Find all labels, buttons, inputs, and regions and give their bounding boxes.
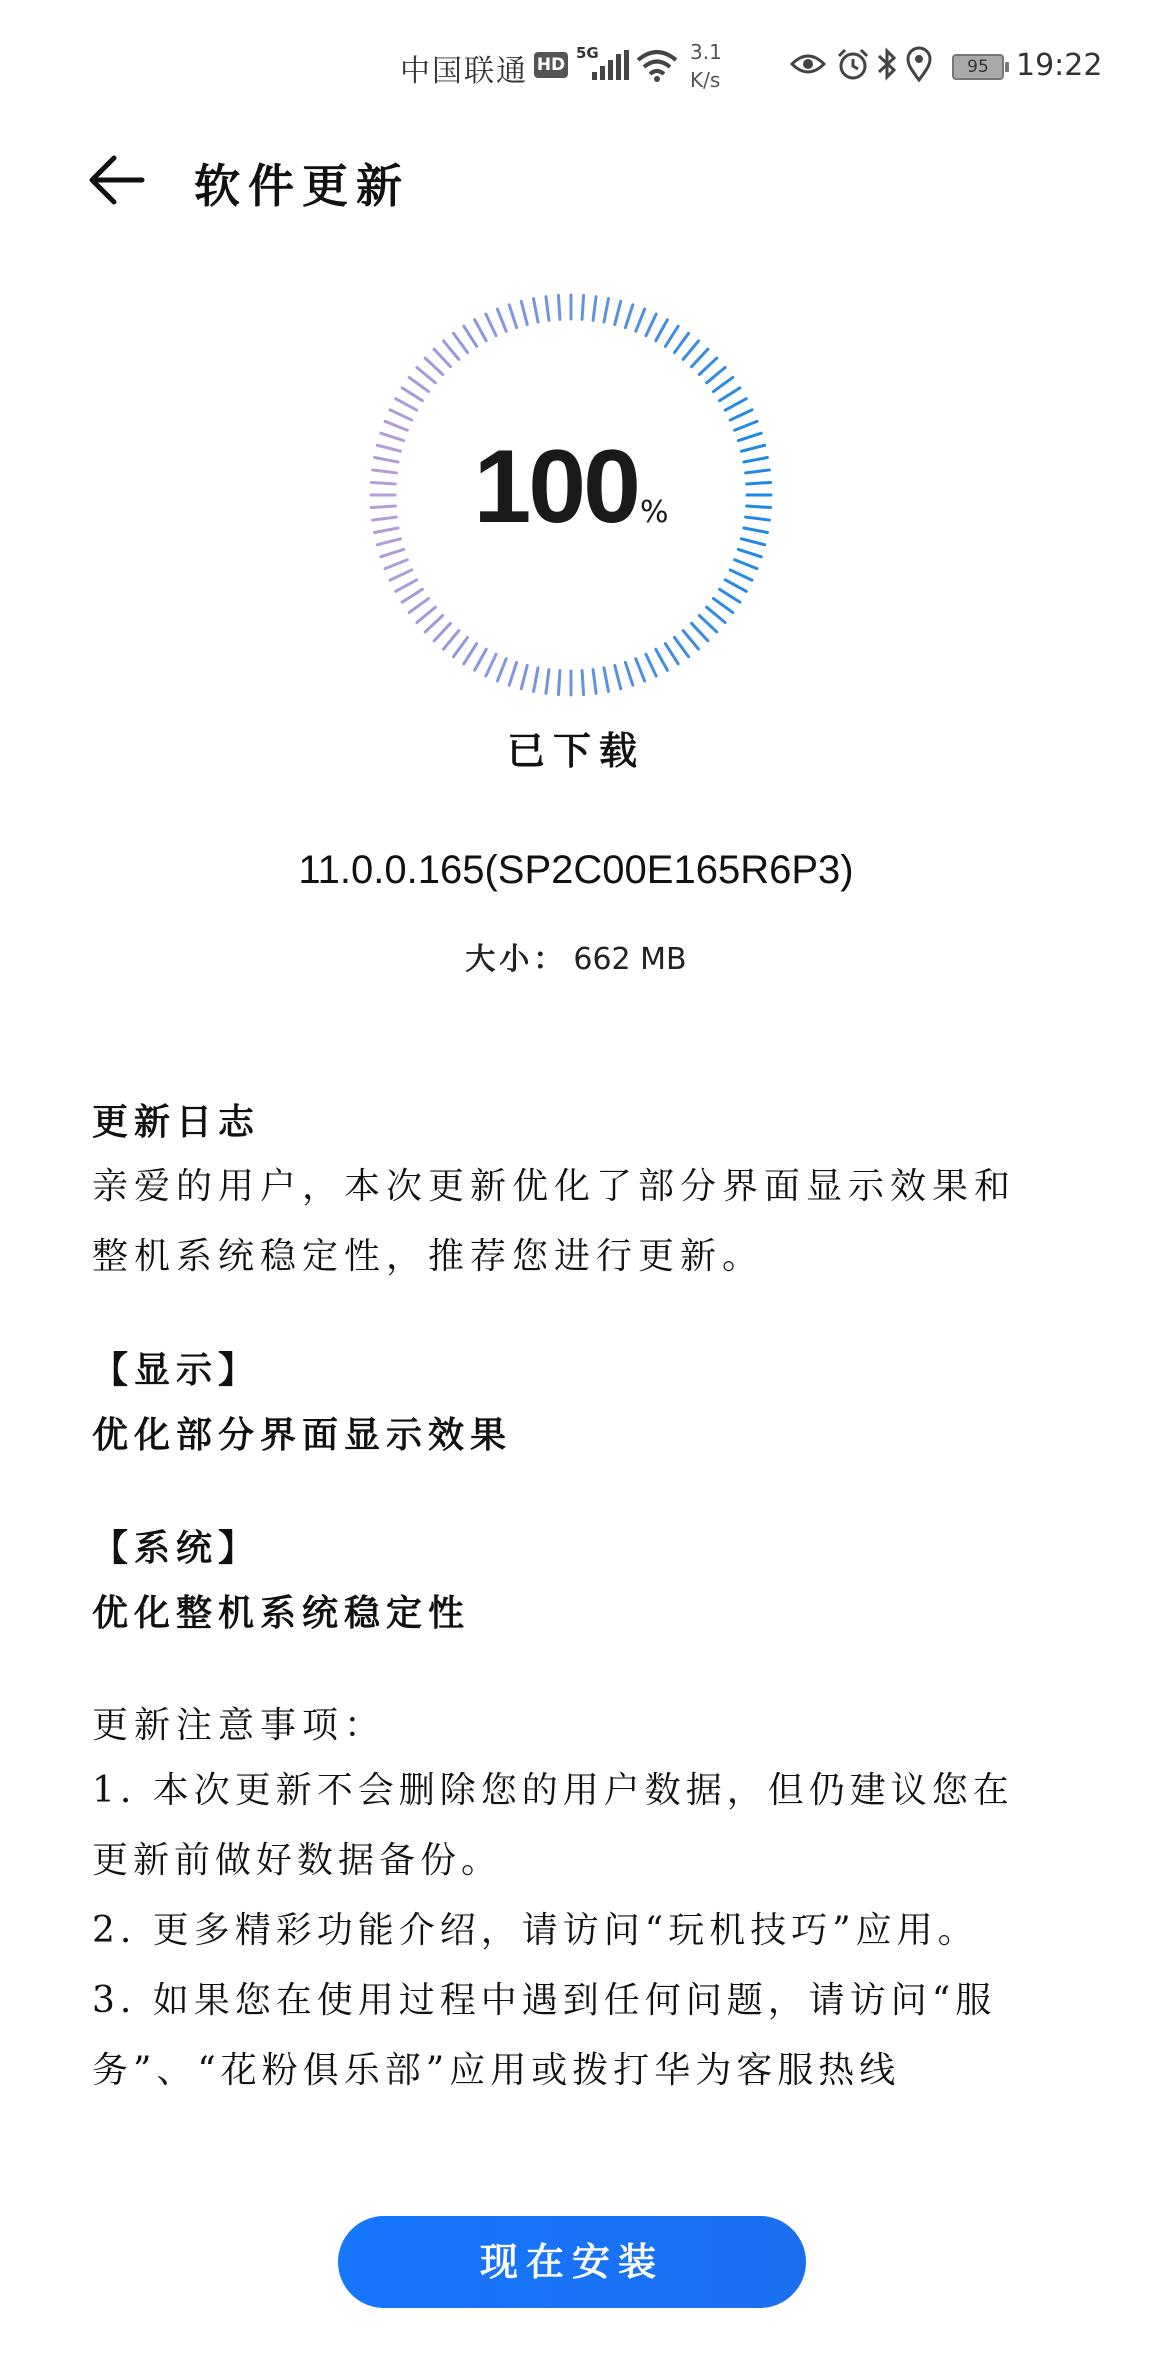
progress-tick bbox=[646, 314, 656, 336]
carrier-name: 中国联通 bbox=[400, 54, 528, 89]
progress-tick bbox=[558, 671, 560, 695]
progress-tick bbox=[720, 388, 740, 401]
progress-tick bbox=[417, 607, 435, 622]
progress-tick bbox=[615, 665, 621, 688]
progress-tick bbox=[665, 644, 678, 664]
wifi-icon bbox=[636, 50, 678, 86]
progress-tick bbox=[402, 388, 422, 401]
progress-tick bbox=[707, 368, 725, 383]
progress-tick bbox=[593, 297, 596, 321]
version-number: 11.0.0.165(SP2C00E165R6P3) bbox=[298, 848, 854, 892]
progress-tick bbox=[453, 637, 467, 656]
progress-tick bbox=[385, 560, 407, 569]
size-label: 大小： bbox=[465, 942, 568, 977]
back-button[interactable] bbox=[84, 148, 154, 212]
progress-tick bbox=[604, 299, 608, 323]
progress-tick bbox=[486, 314, 496, 336]
progress-tick bbox=[464, 644, 477, 664]
progress-tick bbox=[713, 598, 732, 612]
note-item-3: 3. 如果您在使用过程中遇到任何问题，请访问“服务”、“花粉俱乐部”应用或拨打华为客服热线 bbox=[92, 1980, 997, 2091]
progress-tick bbox=[425, 615, 442, 631]
clock: 19:22 bbox=[1016, 48, 1103, 83]
alarm-icon bbox=[836, 48, 870, 86]
hd-badge: HD bbox=[534, 52, 568, 78]
status-bar bbox=[0, 0, 1152, 135]
progress-tick bbox=[646, 654, 656, 676]
note-item-2: 2. 更多精彩功能介绍，请访问“玩机技巧”应用。 bbox=[92, 1910, 979, 1951]
progress-tick bbox=[683, 341, 698, 359]
network-type: 5G bbox=[576, 44, 599, 62]
progress-tick bbox=[683, 631, 698, 649]
progress-unit: % bbox=[640, 495, 669, 530]
eye-comfort-icon bbox=[790, 52, 826, 80]
section-body-display: 优化部分界面显示效果 bbox=[92, 1414, 513, 1456]
bluetooth-icon bbox=[876, 46, 898, 86]
notes-heading: 更新注意事项： bbox=[92, 1705, 387, 1746]
size-value: 662 MB bbox=[573, 942, 687, 977]
progress-tick bbox=[521, 665, 527, 688]
progress-tick bbox=[725, 580, 746, 592]
progress-tick bbox=[615, 301, 621, 324]
progress-tick bbox=[546, 670, 549, 694]
progress-tick bbox=[665, 326, 678, 346]
page-title: 软件更新 bbox=[194, 159, 410, 213]
progress-tick bbox=[475, 320, 487, 341]
progress-tick bbox=[434, 623, 450, 640]
progress-tick bbox=[656, 649, 668, 670]
section-title-system: 【系统】 bbox=[92, 1527, 261, 1569]
progress-tick bbox=[699, 615, 716, 631]
progress-tick bbox=[390, 410, 412, 420]
progress-tick bbox=[381, 549, 404, 556]
progress-tick bbox=[699, 358, 716, 374]
speed-value: 3.1 bbox=[690, 40, 722, 64]
progress-percent bbox=[366, 428, 776, 547]
package-size bbox=[0, 934, 1152, 978]
note-item-1: 1. 本次更新不会删除您的用户数据，但仍建议您在更新前做好数据备份。 bbox=[92, 1770, 1014, 1881]
progress-tick bbox=[707, 607, 725, 622]
download-status: 已下载 bbox=[506, 728, 645, 773]
progress-tick bbox=[720, 589, 740, 602]
progress-tick bbox=[453, 333, 467, 352]
section-body-system: 优化整机系统稳定性 bbox=[92, 1592, 471, 1634]
progress-tick bbox=[593, 670, 596, 694]
progress-tick bbox=[735, 560, 757, 569]
progress-tick bbox=[725, 399, 746, 411]
progress-tick bbox=[738, 549, 761, 556]
progress-tick bbox=[396, 399, 417, 411]
back-arrow-icon bbox=[84, 148, 154, 212]
progress-tick bbox=[396, 580, 417, 592]
progress-tick bbox=[509, 662, 516, 685]
progress-tick bbox=[444, 341, 459, 359]
signal-icon bbox=[592, 50, 632, 84]
battery-indicator: 95 bbox=[952, 54, 1004, 80]
progress-tick bbox=[713, 377, 732, 391]
progress-tick bbox=[402, 589, 422, 602]
app-bar bbox=[0, 130, 1152, 230]
progress-tick bbox=[409, 598, 428, 612]
progress-tick bbox=[730, 410, 752, 420]
progress-tick bbox=[497, 309, 506, 331]
speed-unit: K/s bbox=[690, 68, 721, 92]
changelog-heading: 更新日志 bbox=[92, 1101, 261, 1143]
progress-tick bbox=[691, 623, 707, 640]
progress-tick bbox=[475, 649, 487, 670]
progress-tick bbox=[497, 659, 506, 681]
progress-tick bbox=[464, 326, 477, 346]
progress-tick bbox=[691, 349, 707, 366]
install-now-button[interactable]: 现在安装 bbox=[338, 2216, 806, 2308]
progress-tick bbox=[534, 299, 538, 323]
progress-tick bbox=[409, 377, 428, 391]
progress-value: 100 bbox=[473, 429, 638, 545]
changelog bbox=[92, 1092, 1052, 2106]
progress-tick bbox=[674, 333, 688, 352]
progress-tick bbox=[636, 309, 645, 331]
progress-tick bbox=[546, 297, 549, 321]
progress-tick bbox=[730, 570, 752, 580]
progress-tick bbox=[656, 320, 668, 341]
progress-tick bbox=[625, 662, 632, 685]
changelog-intro: 亲爱的用户，本次更新优化了部分界面显示效果和整机系统稳定性，推荐您进行更新。 bbox=[92, 1166, 1017, 1277]
progress-tick bbox=[604, 668, 608, 692]
network-speed bbox=[690, 38, 722, 94]
progress-tick bbox=[425, 358, 442, 374]
progress-tick bbox=[674, 637, 688, 656]
progress-tick bbox=[534, 668, 538, 692]
progress-tick bbox=[582, 295, 584, 319]
progress-tick bbox=[625, 305, 632, 328]
progress-tick bbox=[417, 368, 435, 383]
progress-tick bbox=[521, 301, 527, 324]
progress-tick bbox=[390, 570, 412, 580]
progress-tick bbox=[636, 659, 645, 681]
progress-tick bbox=[434, 349, 450, 366]
location-icon bbox=[906, 46, 932, 86]
section-title-display: 【显示】 bbox=[92, 1349, 261, 1391]
progress-tick bbox=[558, 295, 560, 319]
progress-tick bbox=[486, 654, 496, 676]
progress-tick bbox=[582, 671, 584, 695]
progress-tick bbox=[509, 305, 516, 328]
progress-tick bbox=[444, 631, 459, 649]
